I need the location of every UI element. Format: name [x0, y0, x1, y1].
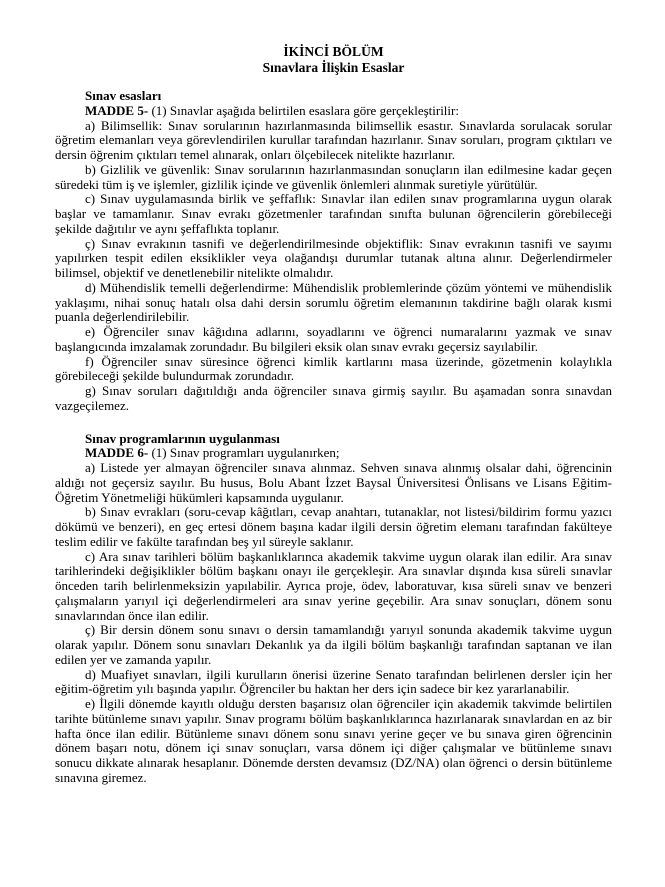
clause-paragraph: b) Gizlilik ve güvenlik: Sınav sorularının hazırlanmasından sonuçların ilan edilmesine kadar geçen süredeki tüm iş ve işlemler, gizlilik içinde ve güvenlik önlemleri alınmak suretiyle yürütülür. [55, 161, 612, 192]
article-intro: (1) Sınavlar aşağıda belirtilen esaslara göre gerçekleştirilir: [148, 102, 459, 118]
clause-paragraph: c) Sınav uygulamasında birlik ve şeffaflık: Sınavlar ilan edilen sınav programlarına uygun olarak başlar ve tamamlanır. Sınav evrakı gözetmenler tarafından sınıfta bulunan öğrencilerin görebileceği şekilde dağıtılır ve aynı şeffaflıkta toplanır. [55, 191, 612, 236]
section-exam-principles [55, 89, 612, 414]
clause-paragraph: e) İlgili dönemde kayıtlı olduğu dersten başarısız olan öğrenciler için akademik takvimde belirtilen tarihte bütünleme sınavı yapılır. Sınav programı bölüm başkanlıklarınca hazırlanarak sınavlardan en az bir hafta önce ilan edilir. Bütünleme sınavı dönem sonu sınavı yerine geçer ve bu sınava giren öğrencinin dönem başarı notu, dönem içi sınav sonuçları, varsa dönem içi diğer çalışmalar ve bütünleme sınavı sonucu dikkate alınarak hesaplanır. Dönemde dersten devamsız (DZ/NA) olan öğrenci o dersin bütünleme sınavına giremez. [55, 696, 612, 785]
article-intro-paragraph [55, 104, 612, 119]
chapter-heading: İKİNCİ BÖLÜM [283, 44, 384, 59]
clause-paragraph: b) Sınav evrakları (soru-cevap kâğıtları, cevap anahtarı, tutanaklar, not listesi/bildirim formu yazıcı dökümü ve benzeri), en geç ertesi dönem başına kadar ilgili dersin öğretim elemanı tarafından fakülteye teslim edilir ve fakülte tarafından beş yıl süreyle saklanır. [55, 504, 612, 549]
article-intro: (1) Sınav programları uygulanırken; [148, 445, 340, 461]
clause-paragraph: g) Sınav soruları dağıtıldığı anda öğrenciler sınava girmiş sayılır. Bu aşamadan sonra sınavdan vazgeçilemez. [55, 383, 612, 413]
chapter-subheading: Sınavlara İlişkin Esaslar [262, 60, 405, 75]
clause-paragraph: a) Bilimsellik: Sınav sorularının hazırlanmasında bilimsellik esastır. Sınavlarda sorulacak sorular öğretim elemanları veya görevlendirilen kurullar tarafından hazırlanır. Sınav soruları, program çıktıları ve dersin öğrenim çıktıları temel alınarak, onları ölçebilecek nitelikte hazırlanır. [55, 117, 612, 162]
section-exam-programs [55, 432, 612, 786]
clause-paragraph: ç) Bir dersin dönem sonu sınavı o dersin tamamlandığı yarıyıl sonunda akademik takvime uygun olarak yapılır. Dönem sonu sınavları Dekanlık ya da ilgili bölüm başkanlığı tarafından saptanan ve ilan edilen yer ve zamanda yapılır. [55, 622, 612, 667]
clause-paragraph: c) Ara sınav tarihleri bölüm başkanlıklarınca akademik takvime uygun olarak ilan edilir. Ara sınav tarihlerindeki değişiklikler bölüm başkanı onayı ile gerçekleşir. Ara sınavlar dışında kısa süreli sınavlar önceden tarih belirlenmeksizin yapılabilir. Ayrıca proje, ödev, laboratuvar, kısa süreli sınav ve benzeri çalışmaların yarıyıl içi değerlendirmeleri ara sınav yerine geçebilir. Ara sınav sonuçları, dönem sonu sınavlarından önce ilan edilir. [55, 548, 612, 623]
clause-paragraph: d) Mühendislik temelli değerlendirme: Mühendislik problemlerinde çözüm yöntemi ve mühendislik yaklaşımı, nihai sonuç hatalı olsa dahi dersin sorumlu öğretim elemanının takdirine bağlı olarak kısmi puanla değerlendirilebilir. [55, 279, 612, 325]
section-heading: Sınav programlarının uygulanması [85, 430, 280, 446]
clause-paragraph: ç) Sınav evrakının tasnifi ve değerlendirilmesinde objektiflik: Sınav evrakının tasnifi ve sayımı yapılırken tespit edilen eksiklikler veya olağandışı durumlar tutanak altına alınır. Değerlendirmeler bilimsel, objektif ve denetlenebilir nitelikte olmalıdır. [55, 235, 612, 280]
article-intro-paragraph [55, 446, 612, 461]
article-label: MADDE 6- [85, 445, 149, 461]
article-label: MADDE 5- [85, 102, 149, 118]
clause-paragraph: e) Öğrenciler sınav kâğıdına adlarını, soyadlarını ve öğrenci numaralarını yazmak ve sınav başlangıcında imzalamak zorundadır. Bu bilgileri eksik olan sınav evrakı geçersiz sayılabilir. [55, 324, 612, 354]
section-heading: Sınav esasları [85, 88, 162, 103]
clause-paragraph: d) Muafiyet sınavları, ilgili kurulların önerisi üzerine Senato tarafından belirlenen dersler için her eğitim-öğretim yılı başında yapılır. Öğrenciler bu haktan her ders için sadece bir kez yararlanabilir. [55, 666, 612, 697]
clause-paragraph: f) Öğrenciler sınav süresince öğrenci kimlik kartlarını masa üzerinde, gözetmenin kolaylıkla görebileceği şekilde bulundurmak zorundadır. [55, 353, 612, 384]
clause-paragraph: a) Listede yer almayan öğrenciler sınava alınmaz. Sehven sınava alınmış olsalar dahi, öğrencinin aldığı not geçersiz sayılır. Bu husus, Bolu Abant İzzet Baysal Üniversitesi Önlisans ve Lisans Eğitim-Öğretim Yönetmeliği hükümleri kapsamında uygulanır. [55, 460, 612, 505]
